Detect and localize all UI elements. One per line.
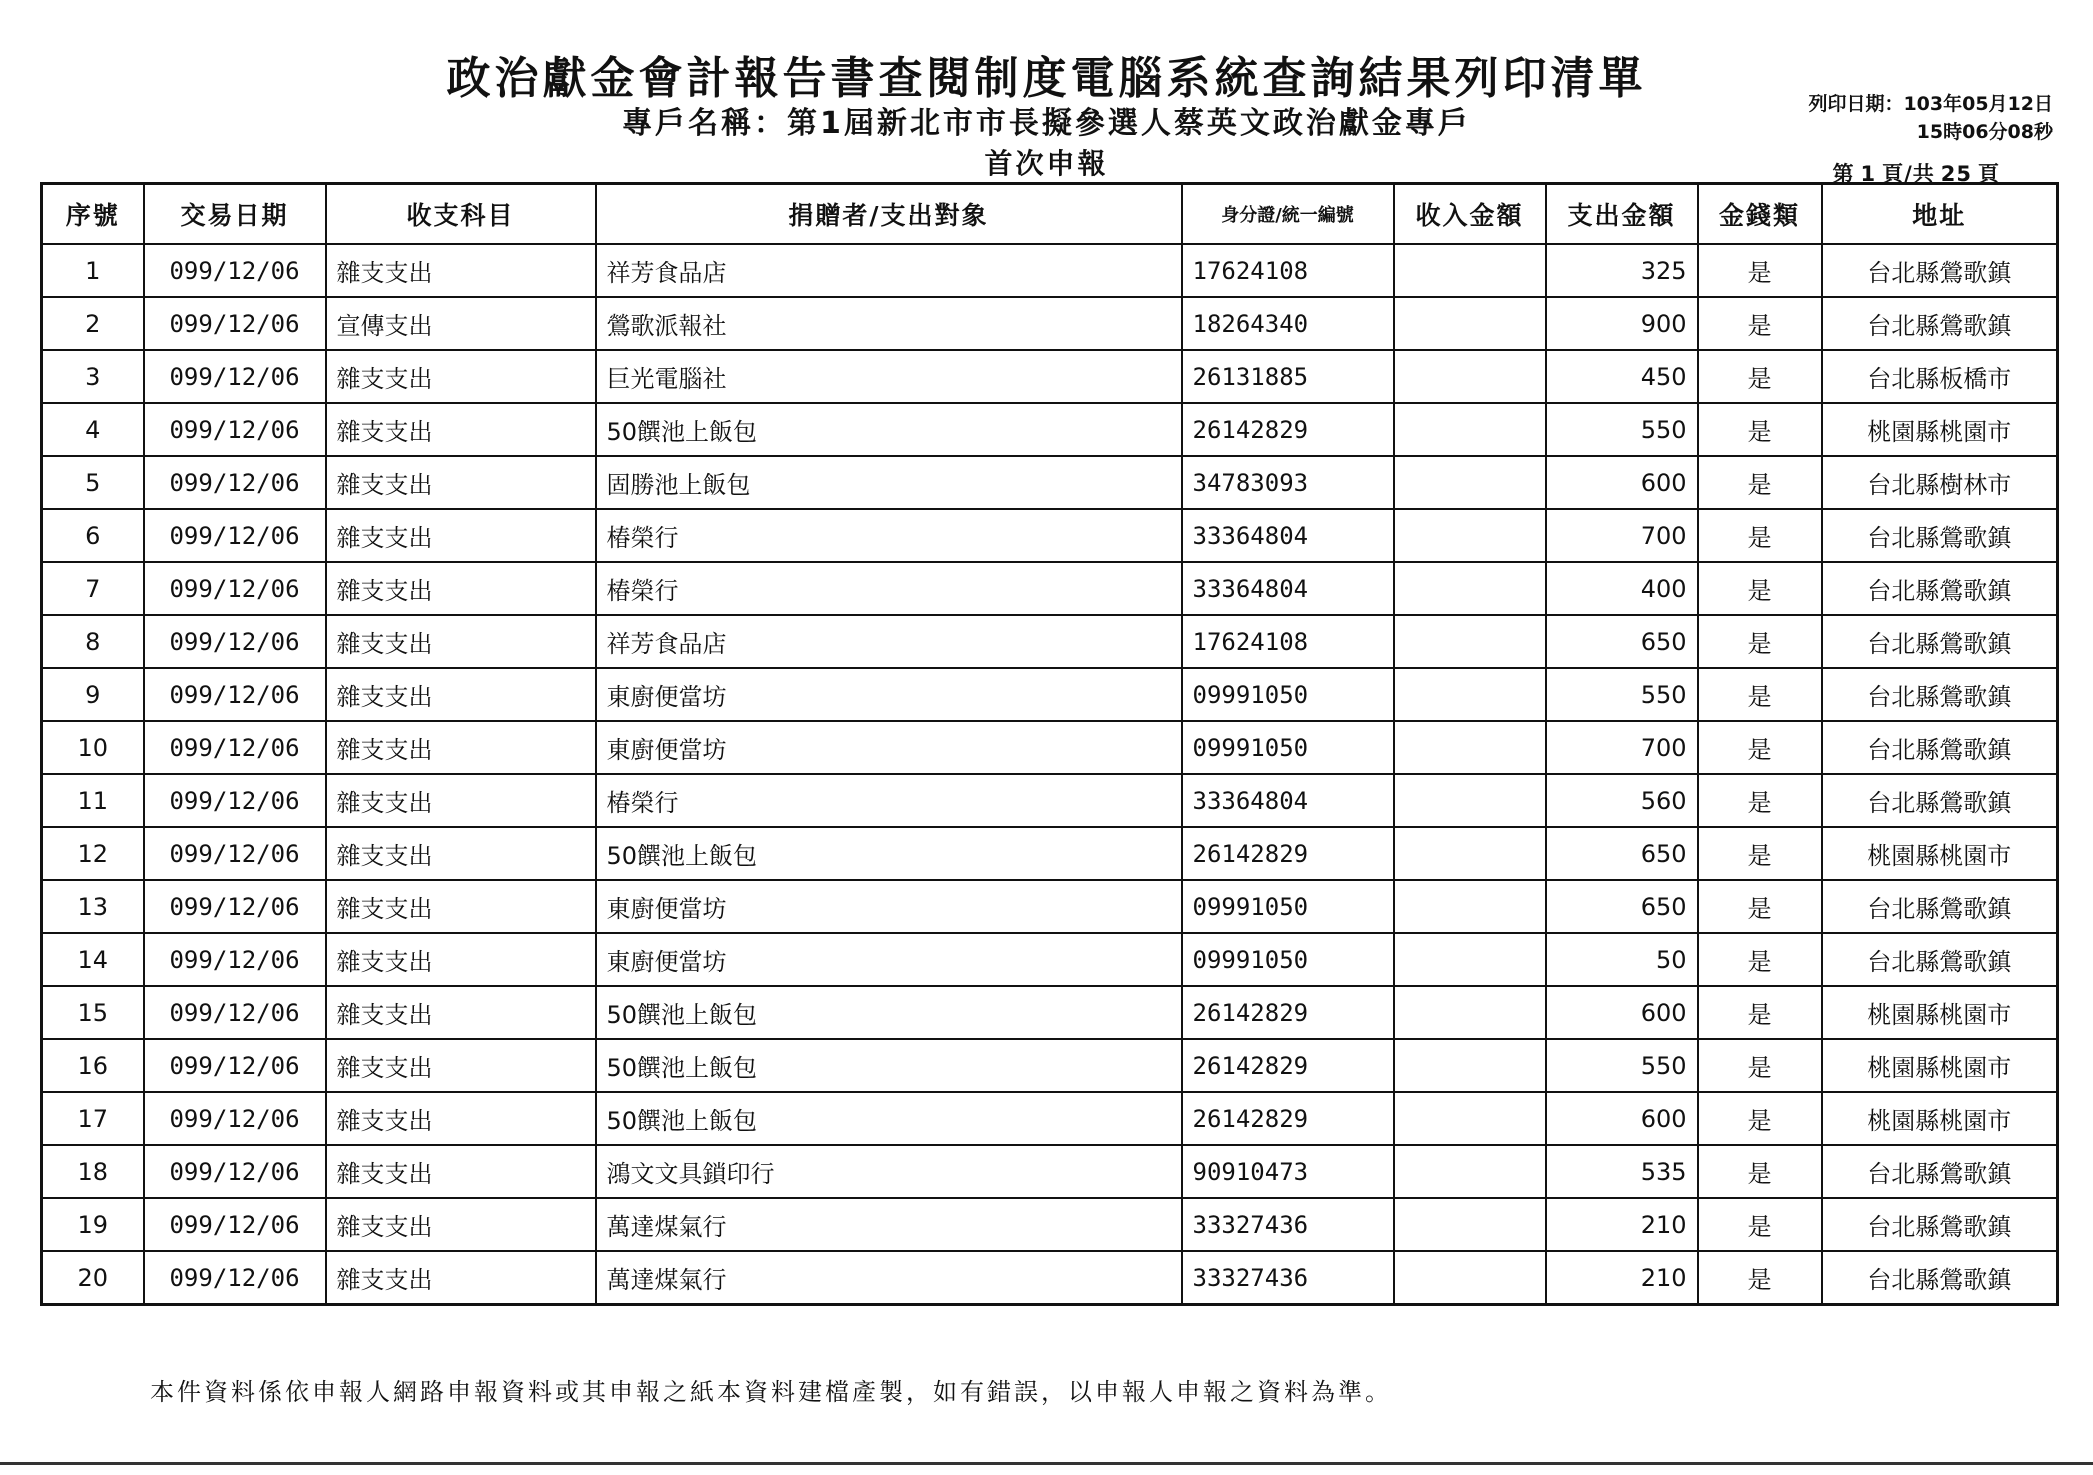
cell-income (1394, 297, 1546, 350)
cell-id: 18264340 (1182, 297, 1394, 350)
table-row (42, 1145, 2058, 1198)
cell-party: 椿榮行 (596, 774, 1182, 827)
table-row (42, 509, 2058, 562)
cell-party: 東廚便當坊 (596, 880, 1182, 933)
cell-party: 東廚便當坊 (596, 668, 1182, 721)
print-date-block (1633, 90, 2053, 146)
cell-category: 雜支支出 (326, 827, 596, 880)
cell-category: 宣傳支出 (326, 297, 596, 350)
cell-id: 33327436 (1182, 1198, 1394, 1251)
cell-cash: 是 (1698, 774, 1822, 827)
table-row (42, 562, 2058, 615)
table-header-row (42, 184, 2058, 245)
table-row (42, 1039, 2058, 1092)
cell-id: 26142829 (1182, 827, 1394, 880)
col-header-id: 身分證/統一編號 (1182, 184, 1394, 245)
cell-cash: 是 (1698, 1145, 1822, 1198)
cell-income (1394, 933, 1546, 986)
cell-party: 巨光電腦社 (596, 350, 1182, 403)
cell-address: 桃園縣桃園市 (1822, 1039, 2058, 1092)
cell-party: 50饌池上飯包 (596, 1092, 1182, 1145)
table-row (42, 1251, 2058, 1305)
cell-no: 3 (42, 350, 144, 403)
cell-date: 099/12/06 (144, 774, 326, 827)
cell-cash: 是 (1698, 1198, 1822, 1251)
table-row (42, 244, 2058, 297)
cell-address: 桃園縣桃園市 (1822, 827, 2058, 880)
cell-income (1394, 986, 1546, 1039)
cell-address: 台北縣鶯歌鎮 (1822, 1198, 2058, 1251)
cell-id: 17624108 (1182, 244, 1394, 297)
cell-address: 台北縣鶯歌鎮 (1822, 244, 2058, 297)
table-row (42, 986, 2058, 1039)
cell-income (1394, 509, 1546, 562)
table-row (42, 1198, 2058, 1251)
cell-party: 祥芳食品店 (596, 244, 1182, 297)
cell-expense: 550 (1546, 668, 1698, 721)
cell-category: 雜支支出 (326, 933, 596, 986)
cell-party: 50饌池上飯包 (596, 827, 1182, 880)
cell-income (1394, 721, 1546, 774)
cell-expense: 700 (1546, 509, 1698, 562)
cell-expense: 600 (1546, 1092, 1698, 1145)
cell-expense: 50 (1546, 933, 1698, 986)
cell-cash: 是 (1698, 244, 1822, 297)
cell-party: 鶯歌派報社 (596, 297, 1182, 350)
cell-id: 09991050 (1182, 880, 1394, 933)
cell-date: 099/12/06 (144, 986, 326, 1039)
report-type: 首次申報 (984, 147, 1109, 180)
col-header-category: 收支科目 (326, 184, 596, 245)
cell-party: 鴻文文具鎖印行 (596, 1145, 1182, 1198)
table-row (42, 297, 2058, 350)
cell-expense: 325 (1546, 244, 1698, 297)
cell-cash: 是 (1698, 1251, 1822, 1305)
cell-date: 099/12/06 (144, 827, 326, 880)
cell-date: 099/12/06 (144, 1251, 326, 1305)
table-row (42, 721, 2058, 774)
cell-party: 萬達煤氣行 (596, 1198, 1182, 1251)
cell-expense: 900 (1546, 297, 1698, 350)
footnote: 本件資料係依申報人網路申報資料或其申報之紙本資料建檔產製，如有錯誤，以申報人申報之資料為準。 (150, 1378, 1392, 1406)
cell-no: 1 (42, 244, 144, 297)
cell-no: 17 (42, 1092, 144, 1145)
cell-date: 099/12/06 (144, 297, 326, 350)
cell-no: 11 (42, 774, 144, 827)
cell-category: 雜支支出 (326, 880, 596, 933)
cell-no: 20 (42, 1251, 144, 1305)
cell-category: 雜支支出 (326, 986, 596, 1039)
table-row (42, 668, 2058, 721)
cell-expense: 550 (1546, 403, 1698, 456)
cell-cash: 是 (1698, 403, 1822, 456)
cell-address: 台北縣板橋市 (1822, 350, 2058, 403)
cell-id: 33364804 (1182, 509, 1394, 562)
cell-no: 6 (42, 509, 144, 562)
cell-date: 099/12/06 (144, 1145, 326, 1198)
cell-address: 桃園縣桃園市 (1822, 1092, 2058, 1145)
cell-id: 33327436 (1182, 1251, 1394, 1305)
cell-category: 雜支支出 (326, 350, 596, 403)
cell-expense: 535 (1546, 1145, 1698, 1198)
page-total: 25 (1940, 162, 1972, 186)
cell-cash: 是 (1698, 509, 1822, 562)
records-body (42, 244, 2058, 1305)
cell-cash: 是 (1698, 986, 1822, 1039)
cell-income (1394, 1092, 1546, 1145)
table-row (42, 827, 2058, 880)
cell-address: 台北縣鶯歌鎮 (1822, 562, 2058, 615)
col-header-cash: 金錢類 (1698, 184, 1822, 245)
cell-expense: 650 (1546, 880, 1698, 933)
cell-address: 桃園縣桃園市 (1822, 403, 2058, 456)
cell-id: 33364804 (1182, 774, 1394, 827)
cell-category: 雜支支出 (326, 615, 596, 668)
cell-no: 19 (42, 1198, 144, 1251)
cell-address: 台北縣樹林市 (1822, 456, 2058, 509)
col-header-expense: 支出金額 (1546, 184, 1698, 245)
cell-date: 099/12/06 (144, 350, 326, 403)
cell-date: 099/12/06 (144, 403, 326, 456)
cell-address: 桃園縣桃園市 (1822, 986, 2058, 1039)
cell-expense: 650 (1546, 615, 1698, 668)
cell-expense: 700 (1546, 721, 1698, 774)
cell-id: 34783093 (1182, 456, 1394, 509)
cell-income (1394, 668, 1546, 721)
cell-no: 7 (42, 562, 144, 615)
cell-address: 台北縣鶯歌鎮 (1822, 880, 2058, 933)
cell-party: 祥芳食品店 (596, 615, 1182, 668)
table-row (42, 933, 2058, 986)
cell-expense: 210 (1546, 1251, 1698, 1305)
cell-category: 雜支支出 (326, 456, 596, 509)
cell-category: 雜支支出 (326, 668, 596, 721)
cell-party: 50饌池上飯包 (596, 986, 1182, 1039)
cell-expense: 210 (1546, 1198, 1698, 1251)
cell-date: 099/12/06 (144, 456, 326, 509)
cell-income (1394, 350, 1546, 403)
cell-expense: 450 (1546, 350, 1698, 403)
cell-id: 33364804 (1182, 562, 1394, 615)
cell-category: 雜支支出 (326, 1145, 596, 1198)
cell-no: 4 (42, 403, 144, 456)
cell-category: 雜支支出 (326, 1198, 596, 1251)
page-suffix: 頁 (1978, 162, 2000, 186)
report-title: 政治獻金會計報告書查閱制度電腦系統查詢結果列印清單 (446, 53, 1647, 104)
cell-category: 雜支支出 (326, 244, 596, 297)
page-current: 1 (1860, 162, 1877, 186)
cell-party: 萬達煤氣行 (596, 1251, 1182, 1305)
cell-income (1394, 1039, 1546, 1092)
cell-income (1394, 456, 1546, 509)
cell-category: 雜支支出 (326, 403, 596, 456)
table-row (42, 403, 2058, 456)
cell-no: 15 (42, 986, 144, 1039)
cell-address: 台北縣鶯歌鎮 (1822, 509, 2058, 562)
cell-cash: 是 (1698, 456, 1822, 509)
cell-no: 18 (42, 1145, 144, 1198)
page-prefix: 第 (1832, 162, 1855, 186)
col-header-no: 序號 (42, 184, 144, 245)
cell-cash: 是 (1698, 827, 1822, 880)
cell-cash: 是 (1698, 668, 1822, 721)
cell-income (1394, 774, 1546, 827)
cell-expense: 400 (1546, 562, 1698, 615)
cell-party: 東廚便當坊 (596, 933, 1182, 986)
cell-no: 5 (42, 456, 144, 509)
cell-income (1394, 827, 1546, 880)
cell-address: 台北縣鶯歌鎮 (1822, 1251, 2058, 1305)
cell-id: 26142829 (1182, 1039, 1394, 1092)
col-header-date: 交易日期 (144, 184, 326, 245)
cell-no: 2 (42, 297, 144, 350)
bottom-rule (0, 1462, 2093, 1465)
table-row (42, 774, 2058, 827)
cell-income (1394, 244, 1546, 297)
cell-date: 099/12/06 (144, 244, 326, 297)
cell-address: 台北縣鶯歌鎮 (1822, 774, 2058, 827)
page-mid: 頁/共 (1882, 162, 1935, 186)
cell-address: 台北縣鶯歌鎮 (1822, 721, 2058, 774)
cell-date: 099/12/06 (144, 668, 326, 721)
cell-address: 台北縣鶯歌鎮 (1822, 1145, 2058, 1198)
cell-cash: 是 (1698, 297, 1822, 350)
cell-cash: 是 (1698, 615, 1822, 668)
cell-party: 椿榮行 (596, 562, 1182, 615)
cell-expense: 650 (1546, 827, 1698, 880)
cell-cash: 是 (1698, 562, 1822, 615)
cell-cash: 是 (1698, 880, 1822, 933)
cell-date: 099/12/06 (144, 509, 326, 562)
cell-party: 50饌池上飯包 (596, 1039, 1182, 1092)
cell-id: 26142829 (1182, 986, 1394, 1039)
cell-date: 099/12/06 (144, 880, 326, 933)
cell-no: 10 (42, 721, 144, 774)
cell-expense: 550 (1546, 1039, 1698, 1092)
cell-income (1394, 1251, 1546, 1305)
cell-cash: 是 (1698, 1092, 1822, 1145)
cell-party: 椿榮行 (596, 509, 1182, 562)
cell-date: 099/12/06 (144, 1198, 326, 1251)
cell-date: 099/12/06 (144, 615, 326, 668)
cell-no: 12 (42, 827, 144, 880)
cell-date: 099/12/06 (144, 721, 326, 774)
cell-address: 台北縣鶯歌鎮 (1822, 933, 2058, 986)
cell-income (1394, 615, 1546, 668)
cell-category: 雜支支出 (326, 1039, 596, 1092)
print-date: 列印日期：103年05月12日 (1808, 93, 2053, 115)
cell-date: 099/12/06 (144, 562, 326, 615)
cell-id: 26142829 (1182, 1092, 1394, 1145)
cell-no: 8 (42, 615, 144, 668)
cell-address: 台北縣鶯歌鎮 (1822, 668, 2058, 721)
records-table (40, 182, 2059, 1306)
cell-income (1394, 1145, 1546, 1198)
cell-id: 09991050 (1182, 721, 1394, 774)
cell-id: 09991050 (1182, 933, 1394, 986)
cell-id: 09991050 (1182, 668, 1394, 721)
col-header-party: 捐贈者/支出對象 (596, 184, 1182, 245)
cell-id: 90910473 (1182, 1145, 1394, 1198)
cell-expense: 600 (1546, 986, 1698, 1039)
cell-id: 26142829 (1182, 403, 1394, 456)
col-header-income: 收入金額 (1394, 184, 1546, 245)
cell-income (1394, 880, 1546, 933)
cell-category: 雜支支出 (326, 562, 596, 615)
cell-party: 固勝池上飯包 (596, 456, 1182, 509)
cell-category: 雜支支出 (326, 774, 596, 827)
cell-cash: 是 (1698, 1039, 1822, 1092)
table-row (42, 615, 2058, 668)
cell-date: 099/12/06 (144, 933, 326, 986)
cell-category: 雜支支出 (326, 721, 596, 774)
cell-id: 26131885 (1182, 350, 1394, 403)
cell-address: 台北縣鶯歌鎮 (1822, 615, 2058, 668)
cell-party: 50饌池上飯包 (596, 403, 1182, 456)
cell-income (1394, 1198, 1546, 1251)
cell-expense: 600 (1546, 456, 1698, 509)
cell-cash: 是 (1698, 933, 1822, 986)
cell-income (1394, 403, 1546, 456)
col-header-address: 地址 (1822, 184, 2058, 245)
cell-category: 雜支支出 (326, 509, 596, 562)
cell-cash: 是 (1698, 350, 1822, 403)
cell-no: 14 (42, 933, 144, 986)
cell-no: 13 (42, 880, 144, 933)
cell-party: 東廚便當坊 (596, 721, 1182, 774)
cell-category: 雜支支出 (326, 1251, 596, 1305)
table-row (42, 880, 2058, 933)
cell-income (1394, 562, 1546, 615)
cell-no: 9 (42, 668, 144, 721)
cell-date: 099/12/06 (144, 1039, 326, 1092)
cell-date: 099/12/06 (144, 1092, 326, 1145)
table-row (42, 456, 2058, 509)
table-row (42, 350, 2058, 403)
cell-cash: 是 (1698, 721, 1822, 774)
cell-no: 16 (42, 1039, 144, 1092)
cell-id: 17624108 (1182, 615, 1394, 668)
account-name: 專戶名稱：第1屆新北市市長擬參選人蔡英文政治獻金專戶 (622, 106, 1471, 141)
cell-address: 台北縣鶯歌鎮 (1822, 297, 2058, 350)
print-time: 15時06分08秒 (1916, 121, 2053, 143)
cell-category: 雜支支出 (326, 1092, 596, 1145)
table-row (42, 1092, 2058, 1145)
cell-expense: 560 (1546, 774, 1698, 827)
